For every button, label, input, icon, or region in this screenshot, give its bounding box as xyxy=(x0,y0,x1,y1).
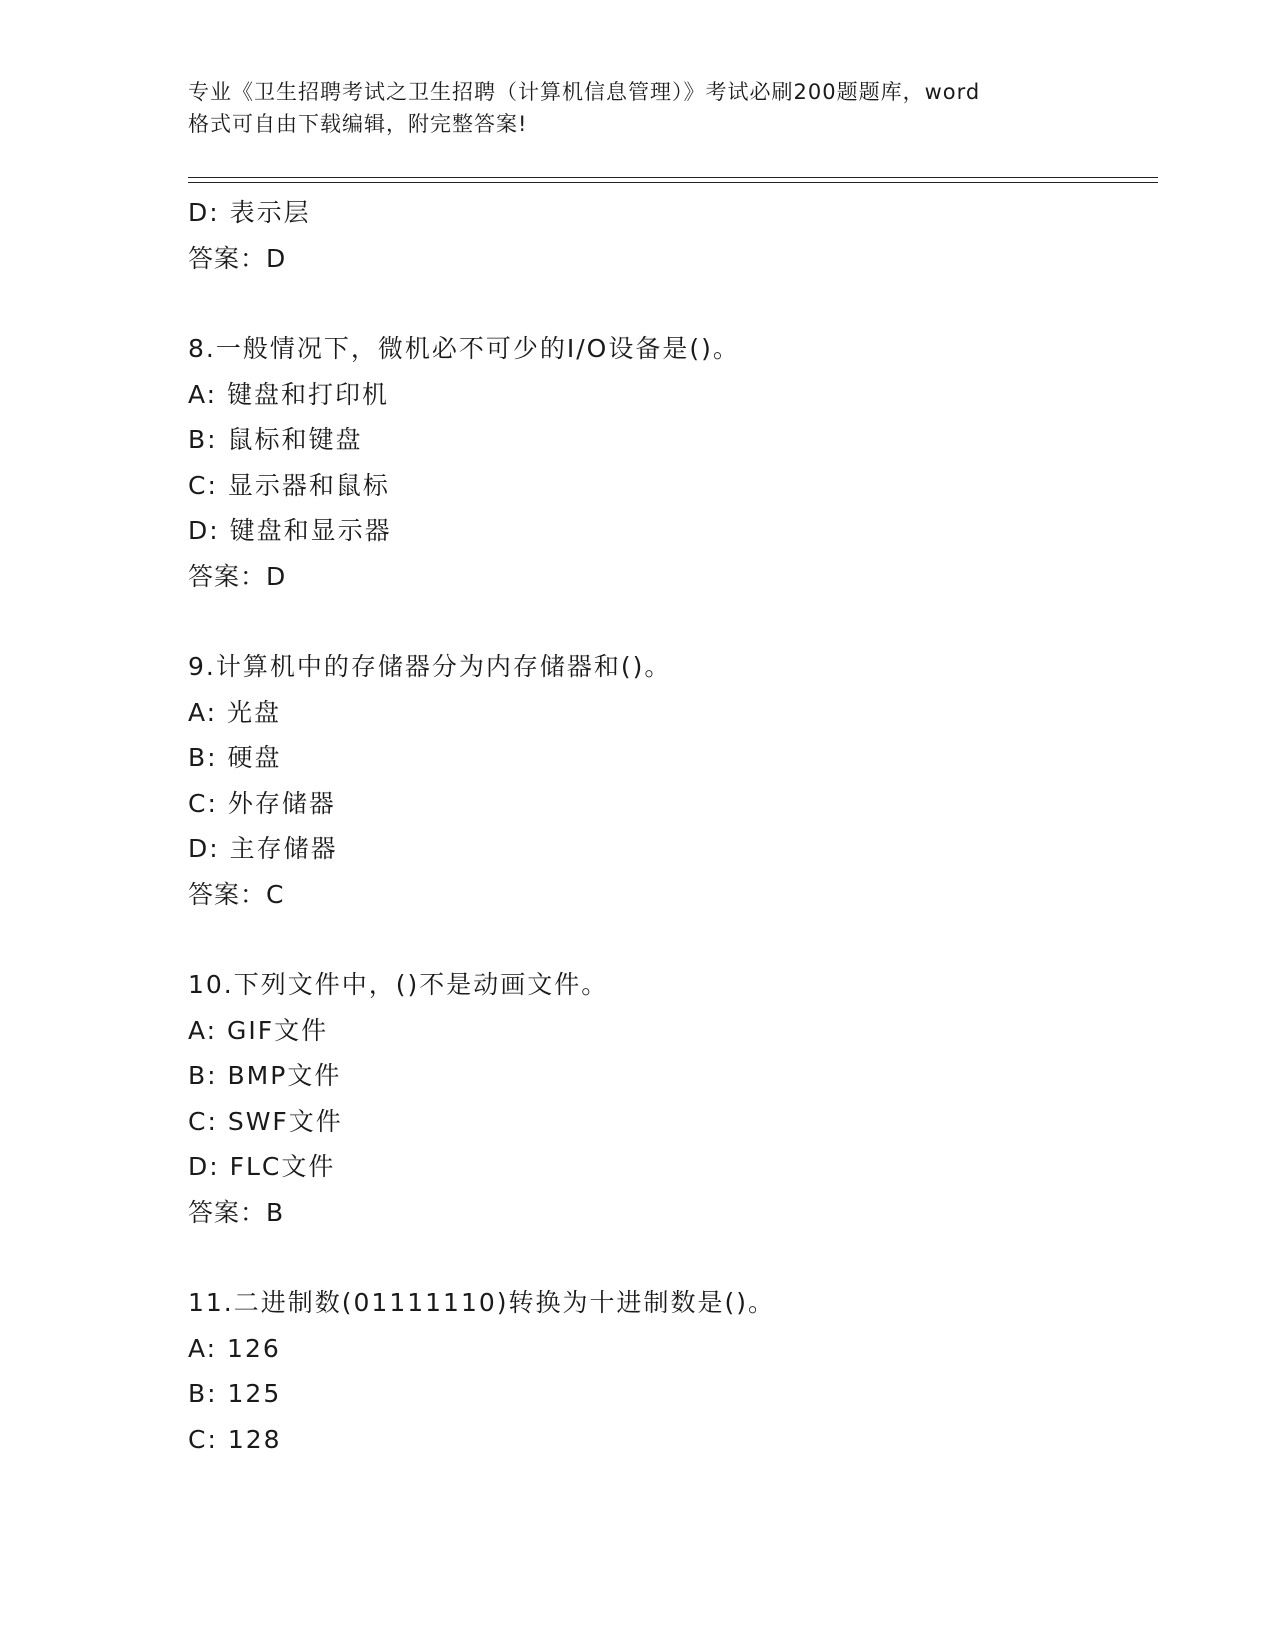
option-c: C: SWF文件 xyxy=(188,1106,343,1136)
header-title-line2: 格式可自由下载编辑，附完整答案! xyxy=(188,112,528,136)
option-b: B: 硬盘 xyxy=(188,743,282,772)
option-d: D: 表示层 xyxy=(188,198,311,227)
option-a: A: GIF文件 xyxy=(188,1015,329,1045)
answer-line: 答案：B xyxy=(188,1197,285,1227)
question-stem: 8.一般情况下，微机必不可少的I/O设备是()。 xyxy=(188,334,740,363)
document-header xyxy=(188,76,1108,140)
question-block-10 xyxy=(188,962,1148,1235)
spacer xyxy=(188,1235,1148,1280)
option-d: D: FLC文件 xyxy=(188,1152,336,1181)
question-list xyxy=(188,190,1148,1462)
header-title-line1: 专业《卫生招聘考试之卫生招聘（计算机信息管理）》考试必刷200题题库，word xyxy=(188,80,981,104)
option-b: B: 鼠标和键盘 xyxy=(188,425,363,454)
option-a: A: 126 xyxy=(188,1333,281,1363)
option-a: A: 键盘和打印机 xyxy=(188,379,390,409)
option-a: A: 光盘 xyxy=(188,697,282,727)
spacer xyxy=(188,917,1148,962)
question-stem: 9.计算机中的存储器分为内存储器和()。 xyxy=(188,652,672,681)
spacer xyxy=(188,599,1148,644)
answer-line: 答案：D xyxy=(188,561,287,591)
answer-line: 答案：D xyxy=(188,243,287,273)
answer-line: 答案：C xyxy=(188,879,285,909)
option-d: D: 主存储器 xyxy=(188,834,338,863)
option-b: B: BMP文件 xyxy=(188,1061,342,1090)
option-b: B: 125 xyxy=(188,1379,282,1408)
question-stem: 11.二进制数(01111110)转换为十进制数是()。 xyxy=(188,1288,776,1317)
option-c: C: 外存储器 xyxy=(188,788,336,818)
question-block-9 xyxy=(188,644,1148,917)
option-d: D: 键盘和显示器 xyxy=(188,516,392,545)
question-stem: 10.下列文件中，()不是动画文件。 xyxy=(188,970,609,999)
question-block-8 xyxy=(188,326,1148,599)
header-divider-top xyxy=(188,177,1158,178)
option-c: C: 显示器和鼠标 xyxy=(188,470,390,500)
header-divider-bottom xyxy=(188,182,1158,183)
option-c: C: 128 xyxy=(188,1424,282,1454)
question-block-11 xyxy=(188,1280,1148,1462)
spacer xyxy=(188,281,1148,326)
